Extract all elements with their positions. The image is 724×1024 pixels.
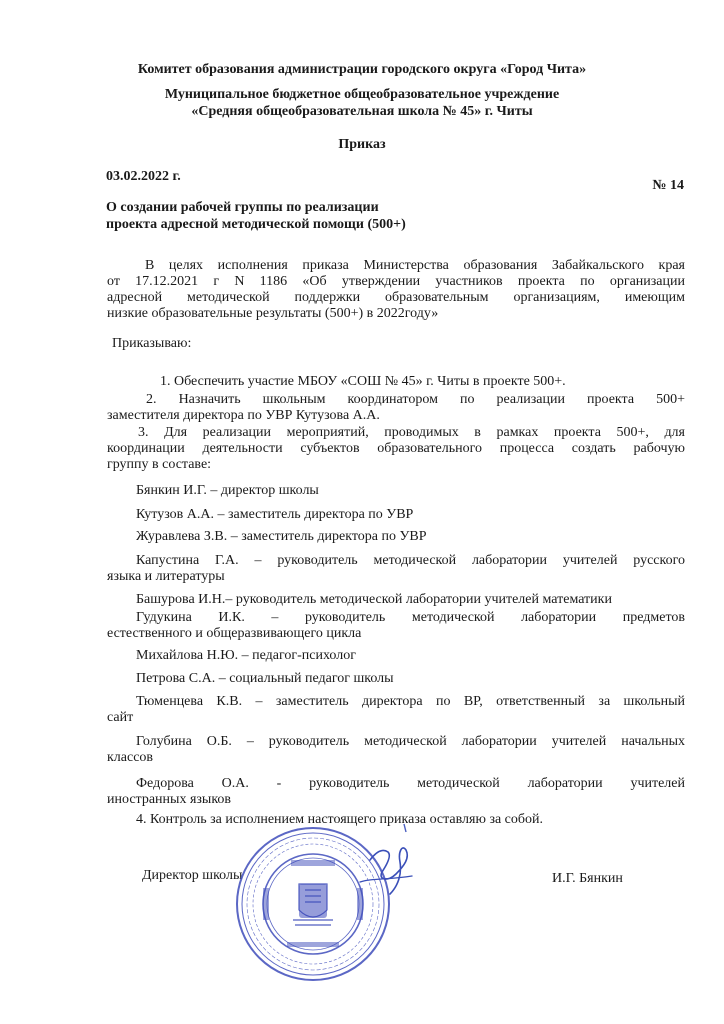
order-number: № 14 xyxy=(652,178,684,193)
school-type: Муниципальное бюджетное общеобразовательное учреждение xyxy=(164,87,560,102)
document-title: Приказ xyxy=(338,137,386,152)
member-2: Кутузов А.А. – заместитель директора по УВР xyxy=(136,507,414,522)
member-6-line-1: Гудукина И.К. – руководитель методической лаборатории предметов xyxy=(136,610,685,625)
member-11-line-1: Федорова О.А. - руководитель методической лаборатории учителей xyxy=(136,776,685,791)
member-11-line-2: иностранных языков xyxy=(107,792,232,807)
subject-line-2: проекта адресной методической помощи (500+) xyxy=(106,217,406,232)
item-2-line-2: заместителя директора по УВР Кутузова А.А. xyxy=(107,408,380,423)
member-10-line-1: Голубина О.Б. – руководитель методической лаборатории учителей начальных xyxy=(136,734,685,749)
official-stamp xyxy=(233,824,393,984)
member-4-line-1: Капустина Г.А. – руководитель методической лаборатории учителей русского xyxy=(136,553,685,568)
committee-name: Комитет образования администрации городского округа «Город Чита» xyxy=(137,62,587,77)
order-verb: Приказываю: xyxy=(112,336,192,351)
item-3-line-1: 3. Для реализации мероприятий, проводимых в рамках проекта 500+, для xyxy=(138,425,685,440)
preamble-line-4: низкие образовательные результаты (500+) в 2022году» xyxy=(107,306,439,321)
item-1: 1. Обеспечить участие МБОУ «СОШ № 45» г. Читы в проекте 500+. xyxy=(160,374,566,389)
preamble-line-2: от 17.12.2021 г N 1186 «Об утверждении участников проекта по организации xyxy=(107,274,685,289)
member-7: Михайлова Н.Ю. – педагог-психолог xyxy=(136,648,356,663)
member-3: Журавлева З.В. – заместитель директора по УВР xyxy=(136,529,427,544)
subject-line-1: О создании рабочей группы по реализации xyxy=(106,200,379,215)
member-5: Башурова И.Н.– руководитель методической лаборатории учителей математики xyxy=(136,592,612,607)
order-date: 03.02.2022 г. xyxy=(106,169,181,184)
school-name: «Средняя общеобразовательная школа № 45» г. Читы xyxy=(191,104,533,119)
item-2-line-1: 2. Назначить школьным координатором по реализации проекта 500+ xyxy=(146,392,685,407)
signatory-title: Директор школы xyxy=(142,868,243,883)
preamble-line-1: В целях исполнения приказа Министерства образования Забайкальского края xyxy=(145,258,685,273)
member-9-line-1: Тюменцева К.В. – заместитель директора по ВР, ответственный за школьный xyxy=(136,694,685,709)
member-8: Петрова С.А. – социальный педагог школы xyxy=(136,671,394,686)
member-1: Бянкин И.Г. – директор школы xyxy=(136,483,319,498)
member-4-line-2: языка и литературы xyxy=(107,569,225,584)
preamble-line-3: адресной методической поддержки образовательным организациям, имеющим xyxy=(107,290,685,305)
signatory-name: И.Г. Бянкин xyxy=(552,871,623,886)
item-4: 4. Контроль за исполнением настоящего приказа оставляю за собой. xyxy=(136,812,544,827)
member-9-line-2: сайт xyxy=(107,710,134,725)
item-3-line-3: группу в составе: xyxy=(107,457,212,472)
member-10-line-2: классов xyxy=(107,750,154,765)
item-3-line-2: координации деятельности субъектов образовательного процесса создать рабочую xyxy=(107,441,685,456)
member-6-line-2: естественного и общеразвивающего цикла xyxy=(107,626,362,641)
